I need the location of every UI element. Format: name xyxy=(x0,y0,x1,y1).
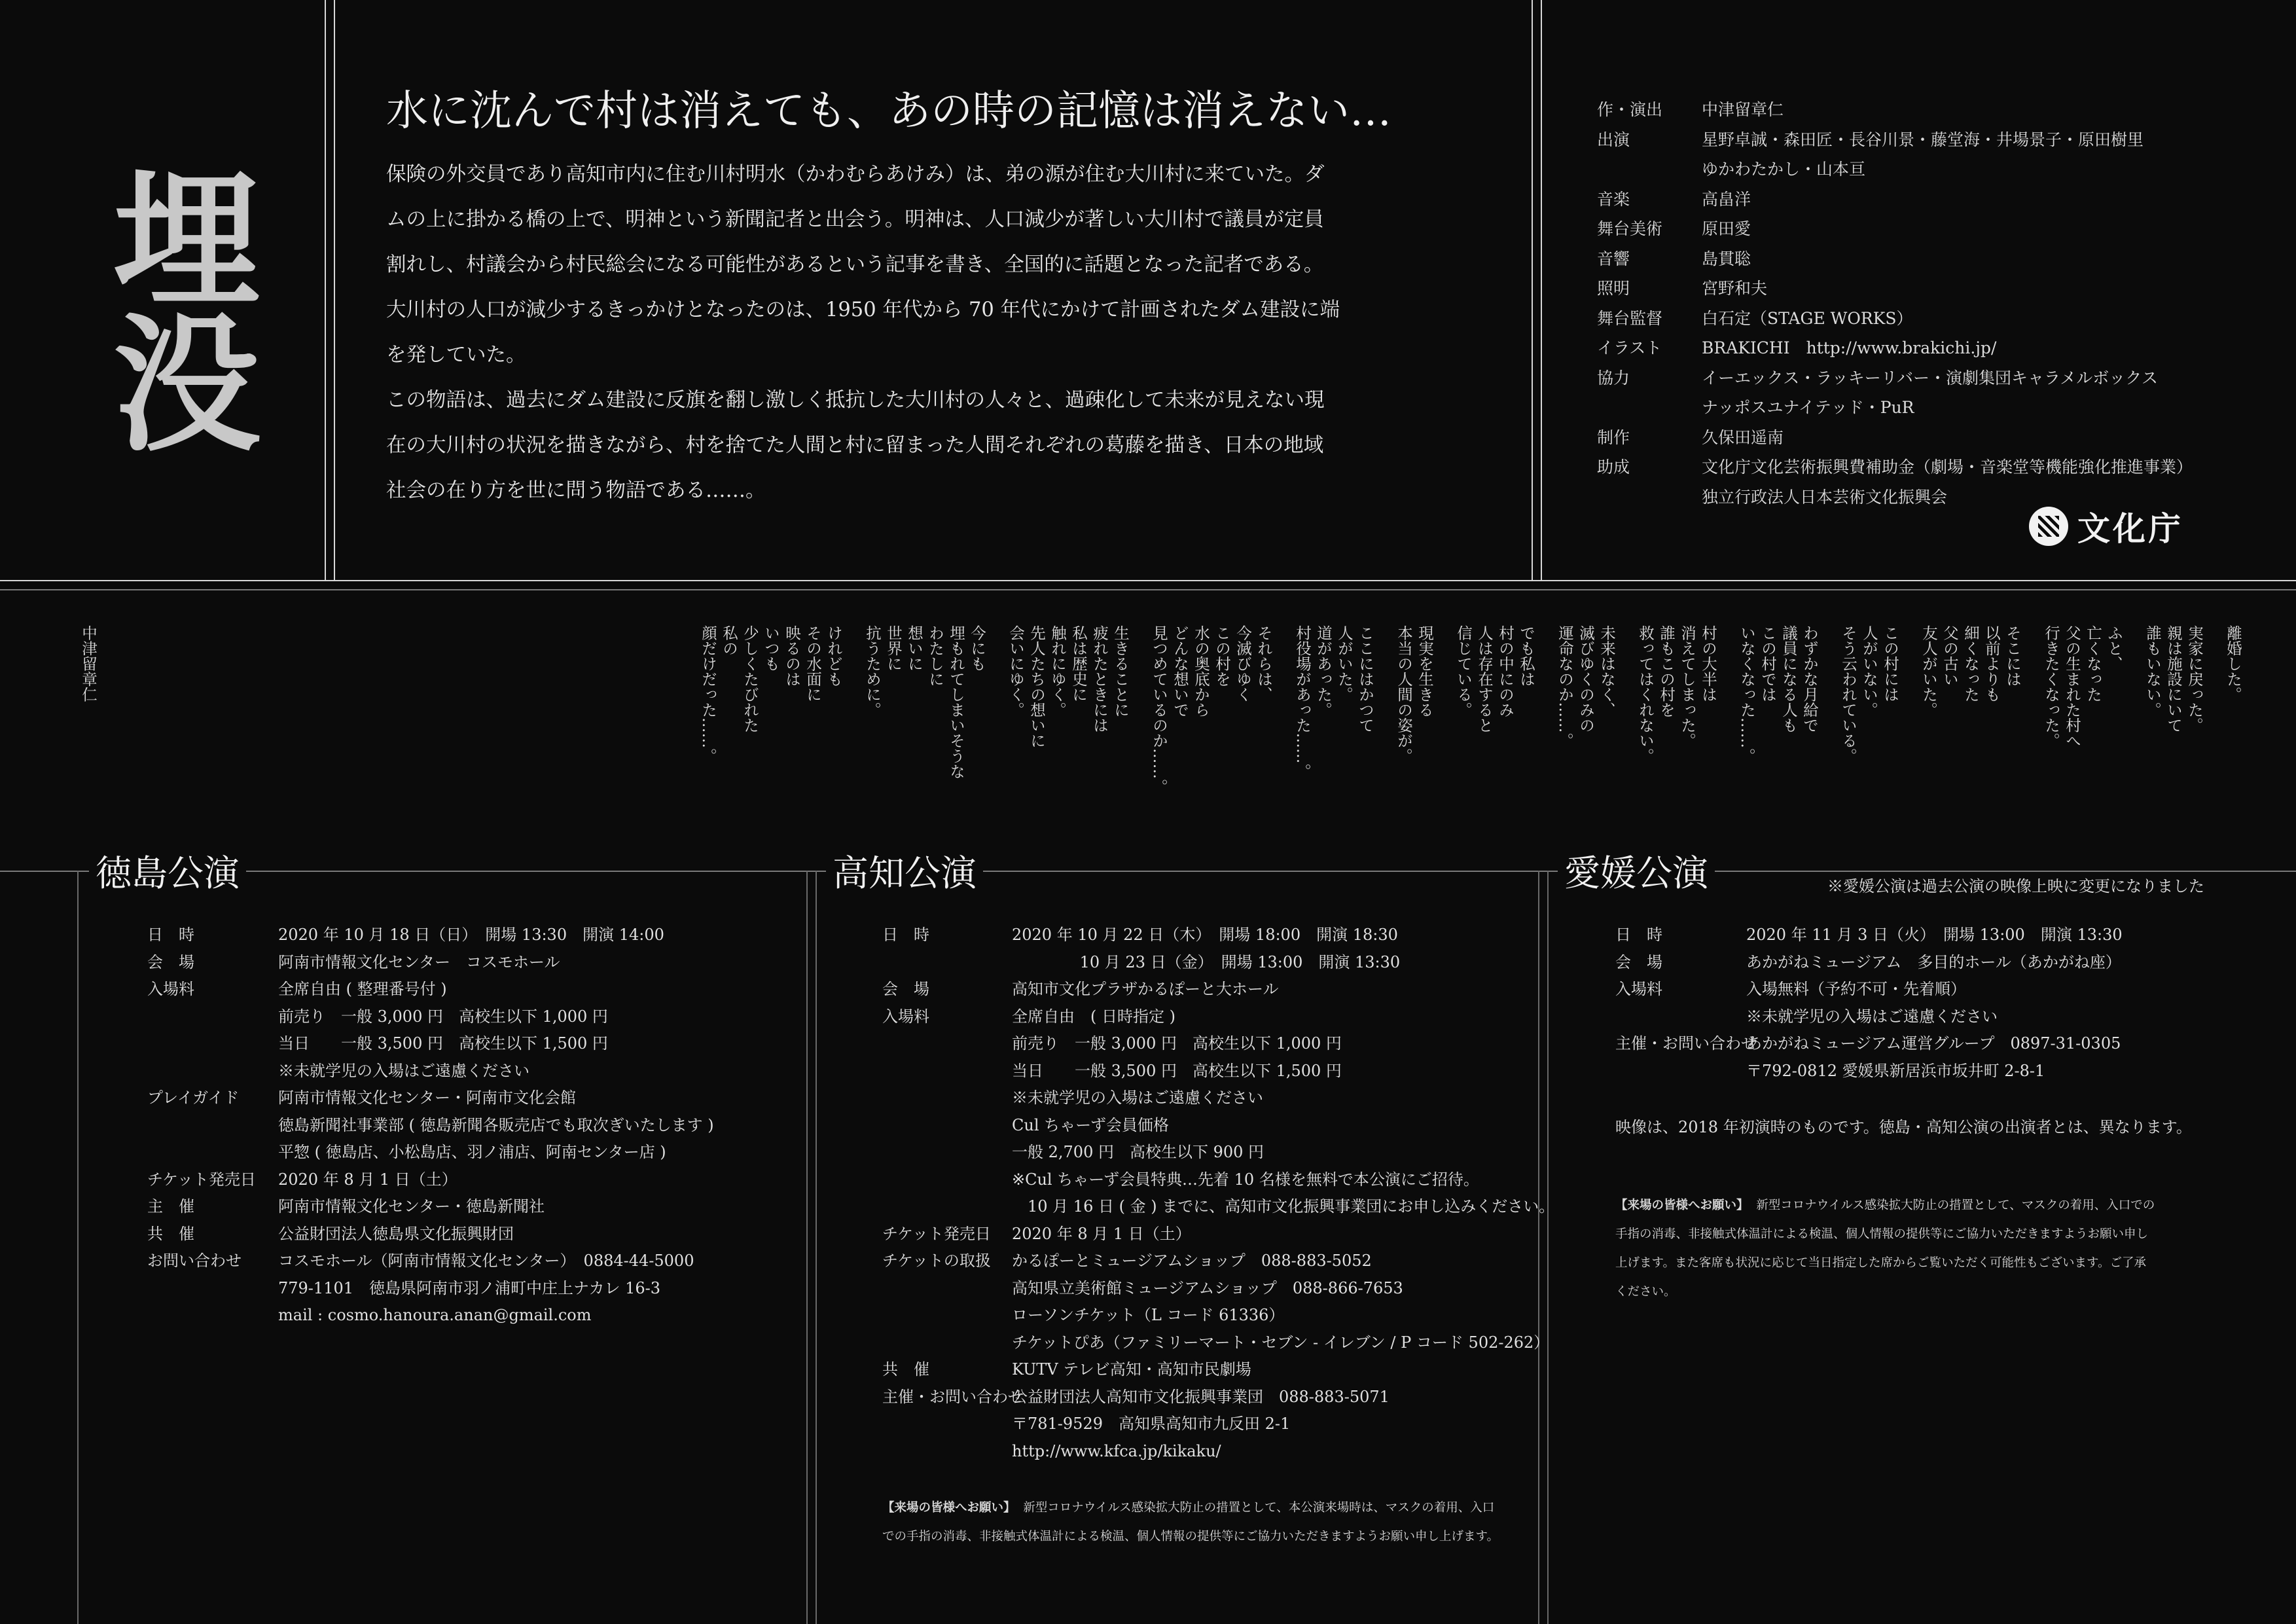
credit-row xyxy=(1597,333,2193,363)
credit-name: 島貫聡 xyxy=(1702,249,1751,268)
poem-line: その水面に xyxy=(804,625,822,702)
divider xyxy=(806,871,808,1624)
credit-name: 原田愛 xyxy=(1702,219,1751,238)
credit-names xyxy=(1702,274,1767,304)
credit-name: ナッポスユナイテッド・PuR xyxy=(1702,398,1914,417)
credit-row xyxy=(1597,125,2193,185)
poem-line: この村を xyxy=(1213,625,1231,687)
poem-line: 村の中にのみ xyxy=(1496,625,1515,717)
info-value-line: http://www.kfca.jp/kikaku/ xyxy=(1012,1441,1221,1460)
poem-line: この村には xyxy=(1881,625,1899,702)
credit-name: 文化庁文化芸術振興費補助金（劇場・音楽堂等機能強化推進事業） xyxy=(1702,458,2193,477)
poem-line: 運命なのか……。 xyxy=(1556,625,1574,748)
info-label: チケット発売日 xyxy=(147,1170,256,1189)
info-value-line: あかがねミュージアム運営グループ 0897-31-0305 xyxy=(1746,1034,2121,1053)
divider xyxy=(334,0,335,580)
poem-line: 行きたくなった。 xyxy=(2042,625,2060,748)
info-value xyxy=(1012,922,1400,976)
info-value-line: 2020 年 10 月 22 日（木） 開場 18:00 開演 18:30 xyxy=(1012,926,1398,944)
info-label: お問い合わせ xyxy=(147,1252,242,1270)
credit-role: 舞台美術 xyxy=(1597,219,1663,238)
poem-line: 議員になる人も xyxy=(1780,625,1798,733)
notice-label: 【来場の皆様へお願い】 xyxy=(882,1501,1016,1515)
poem xyxy=(680,625,2244,802)
notice-kochi xyxy=(882,1494,1499,1551)
poem-line: ふと、 xyxy=(2105,625,2123,672)
info-label: 主催・お問い合わせ xyxy=(882,1387,1024,1406)
info-value-line: ローソンチケット（L コード 61336） xyxy=(1012,1306,1285,1324)
info-row xyxy=(882,1221,1554,1248)
info-value-line: ※未就学児の入場はご遠慮ください xyxy=(1746,1007,1998,1026)
synopsis-line: この物語は、過去にダム建設に反旗を翻し激しく抵抗した大川村の人々と、過疎化して未来が見えない現 xyxy=(386,389,1325,412)
poem-line: 誰もいない。 xyxy=(2144,625,2162,717)
credit-names xyxy=(1702,333,1996,363)
poem-stanza xyxy=(1838,625,1901,802)
info-value-line: 徳島新聞社事業部 ( 徳島新聞各販売店でも取次ぎいたします ) xyxy=(278,1115,714,1134)
info-row xyxy=(882,976,1554,1003)
credit-names xyxy=(1702,95,1784,125)
credit-name: ゆかわたかし・山本亘 xyxy=(1702,160,1866,179)
info-label: 会 場 xyxy=(147,952,194,971)
poem-stanza xyxy=(1736,625,1820,802)
poem-stanza xyxy=(1149,625,1274,802)
poem-line: 救ってはくれない。 xyxy=(1636,625,1655,764)
venue-info-kochi xyxy=(882,922,1554,1465)
venue-info-tokushima xyxy=(147,922,714,1329)
poem-line: 父の古い xyxy=(1941,625,1959,687)
synopsis-line: 保険の外交員であり高知市内に住む川村明水（かわむらあけみ）は、弟の源が住む大川村に来ていた。ダ xyxy=(386,163,1325,186)
info-row xyxy=(882,922,1554,976)
credit-role: 出演 xyxy=(1597,130,1630,149)
info-value-line: 平惣 ( 徳島店、小松島店、羽ノ浦店、阿南センター店 ) xyxy=(278,1143,666,1161)
info-label: 日 時 xyxy=(882,926,929,944)
poem-line: けれども xyxy=(825,625,843,687)
divider xyxy=(77,871,79,1624)
credit-name: 宮野和夫 xyxy=(1702,279,1768,298)
info-value-line: 10 月 23 日（金） 開場 13:00 開演 13:30 xyxy=(1012,952,1401,971)
info-label: チケット発売日 xyxy=(882,1224,991,1243)
info-value xyxy=(1012,1003,1554,1221)
info-value-line: 〒781-9529 高知県高知市九反田 2-1 xyxy=(1012,1415,1291,1433)
info-value-line: 全席自由 ( 日時指定 ) xyxy=(1012,1007,1175,1026)
poem-line: いなくなった……。 xyxy=(1738,625,1756,764)
synopsis-line: 大川村の人口が減少するきっかけとなったのは、1950 年代から 70 年代にかけて計画されたダム建設に端 xyxy=(386,298,1340,321)
credit-row xyxy=(1597,185,2193,215)
credit-names xyxy=(1702,304,1912,334)
info-value xyxy=(278,1221,514,1248)
info-value xyxy=(1746,949,2121,977)
poem-line: 想いに xyxy=(905,625,924,672)
poem-line: 実家に戻った。 xyxy=(2185,625,2204,733)
poem-line: 会いにゆく。 xyxy=(1007,625,1025,717)
info-row xyxy=(882,1003,1554,1221)
poem-line: わたしに xyxy=(926,625,944,687)
info-value xyxy=(278,976,608,1085)
poem-line: 少しくたびれた xyxy=(741,625,759,733)
notice-line: 新型コロナウイルス感染拡大防止の措置として、本公演来場時は、マスクの着用、入口 xyxy=(1023,1501,1495,1515)
credit-role: 舞台監督 xyxy=(1597,308,1663,328)
info-value-line: かるぽーとミュージアムショップ 088-883-5052 xyxy=(1012,1252,1372,1270)
synopsis-line: 割れし、村議会から村民総会になる可能性があるという記事を書き、全国的に話題となった記者である。 xyxy=(386,253,1324,276)
credit-role: 助成 xyxy=(1597,458,1630,477)
poem-stanza xyxy=(2223,625,2244,802)
poem-line: いつも xyxy=(762,625,780,672)
poem-stanza xyxy=(1005,625,1131,802)
credit-name: BRAKICHI http://www.brakichi.jp/ xyxy=(1702,338,1997,357)
info-label: 入場料 xyxy=(147,980,194,998)
bunka-logo xyxy=(2029,503,2183,550)
info-value xyxy=(278,1248,694,1329)
info-row xyxy=(147,1248,714,1329)
synopsis-line: 在の大川村の状況を描きながら、村を捨てた人間と村に留まった人間それぞれの葛藤を描き、日本の地域 xyxy=(386,434,1324,457)
poem-line: でも私は xyxy=(1517,625,1535,687)
credit-row xyxy=(1597,214,2193,244)
poem-stanza xyxy=(862,625,988,802)
info-value xyxy=(1746,1030,2121,1085)
info-value-line: 前売り 一般 3,000 円 高校生以下 1,000 円 xyxy=(278,1007,608,1026)
poem-stanza xyxy=(1635,625,1719,802)
venue-title-kochi: 高知公演 xyxy=(826,844,983,896)
credit-role: 作・演出 xyxy=(1597,100,1663,119)
poem-line: 顔だけだった……。 xyxy=(699,625,717,764)
credit-role: 協力 xyxy=(1597,368,1630,388)
poem-line: 映るのは xyxy=(783,625,801,687)
poem-line: 生きることに xyxy=(1111,625,1130,717)
info-value xyxy=(1012,1248,1549,1356)
info-value-line: 〒792-0812 愛媛県新居浜市坂井町 2-8-1 xyxy=(1746,1061,2045,1080)
poem-line: 友人がいた。 xyxy=(1920,625,1938,717)
poem-line: 父の生まれた村へ xyxy=(2063,625,2081,748)
credit-role: 照明 xyxy=(1597,279,1630,298)
credit-role: 音響 xyxy=(1597,249,1630,268)
info-value-line: 一般 2,700 円 高校生以下 900 円 xyxy=(1012,1143,1265,1161)
info-value-line: 阿南市情報文化センター コスモホール xyxy=(278,952,560,971)
poem-line: 村役場があった……。 xyxy=(1293,625,1312,779)
poem-stanza xyxy=(698,625,844,802)
synopsis-line: ムの上に掛かる橋の上で、明神という新聞記者と出会う。明神は、人口減少が著しい大川村で議員が定員 xyxy=(386,208,1324,231)
catchphrase: 水に沈んで村は消えても、あの時の記憶は消えない… xyxy=(386,87,1391,135)
info-label: 主催・お問い合わせ xyxy=(1615,1034,1757,1053)
credit-names xyxy=(1702,363,2158,423)
info-value-line: 2020 年 11 月 3 日（火） 開場 13:00 開演 13:30 xyxy=(1746,926,2123,944)
credit-name: 星野卓誠・森田匠・長谷川景・藤堂海・井場景子・原田樹里 xyxy=(1702,130,2144,149)
poem-line: そう云われている。 xyxy=(1839,625,1857,764)
info-value xyxy=(278,1166,457,1194)
poem-line: 亡くなった xyxy=(2084,625,2102,702)
credit-role: 制作 xyxy=(1597,427,1630,447)
divider xyxy=(0,589,2296,590)
poem-line: 疲れたときには xyxy=(1090,625,1109,733)
poem-line: 今滅びゆく xyxy=(1234,625,1252,702)
credit-name: 白石定（STAGE WORKS） xyxy=(1702,308,1913,328)
notice-line: ください。 xyxy=(1615,1285,1676,1299)
divider xyxy=(0,871,2296,872)
info-value-line: 入場無料（予約不可・先着順） xyxy=(1746,980,1966,998)
poem-line: 水の奥底から xyxy=(1192,625,1210,717)
info-value-line: 2020 年 8 月 1 日（土） xyxy=(278,1170,457,1189)
venue-title-ehime: 愛媛公演 xyxy=(1558,844,1715,896)
info-value xyxy=(1012,1221,1191,1248)
poem-line: そこには xyxy=(2003,625,2022,687)
info-row xyxy=(147,976,714,1085)
poem-line: 親は施設にいて xyxy=(2164,625,2183,733)
info-value-line: コスモホール（阿南市情報文化センター） 0884-44-5000 xyxy=(278,1252,694,1270)
info-row xyxy=(882,1356,1554,1384)
info-value-line: 公益財団法人高知市文化振興事業団 088-883-5071 xyxy=(1012,1387,1390,1406)
info-value xyxy=(278,1193,545,1221)
credit-name: 高畠洋 xyxy=(1702,189,1751,209)
info-value xyxy=(1012,976,1279,1003)
notice-line: 新型コロナウイルス感染拡大防止の措置として、マスクの着用、入口での xyxy=(1756,1199,2155,1212)
poem-stanza xyxy=(1292,625,1376,802)
poem-stanza xyxy=(1453,625,1537,802)
info-value-line: 阿南市情報文化センター・阿南市文化会館 xyxy=(278,1089,577,1107)
poem-line: 人は存在すると xyxy=(1475,625,1494,733)
poem-line: それらは、 xyxy=(1255,625,1273,702)
credit-names xyxy=(1702,423,1784,453)
poem-line: 先人たちの想いに xyxy=(1028,625,1046,748)
info-value-line: 779-1101 徳島県阿南市羽ノ浦町中庄上ナカレ 16-3 xyxy=(278,1278,661,1297)
poem-line: 私は歴史に xyxy=(1069,625,1088,702)
poem-line: どんな想いで xyxy=(1171,625,1189,717)
info-value-line: チケットぴあ（ファミリーマート・セブン - イレブン / P コード 502-262） xyxy=(1012,1333,1550,1352)
notice-ehime xyxy=(1615,1191,2237,1307)
poem-stanza xyxy=(2041,625,2125,802)
synopsis-line: 社会の在り方を世に問う物語である……。 xyxy=(386,479,766,502)
notice-line: 手指の消毒、非接触式体温計による検温、個人情報の提供等にご協力いただきますようお願い申し xyxy=(1615,1227,2149,1241)
info-value xyxy=(278,922,664,949)
info-row xyxy=(147,922,714,949)
info-row xyxy=(147,949,714,977)
credit-names xyxy=(1702,125,2144,185)
poem-line: 本当の人間の姿が。 xyxy=(1395,625,1413,764)
info-value-line: 2020 年 8 月 1 日（土） xyxy=(1012,1224,1191,1243)
poem-line: 道があった。 xyxy=(1314,625,1333,717)
venue-info-ehime xyxy=(1615,922,2123,1085)
poem-line: わずかな月給で xyxy=(1801,625,1819,733)
poem-line: 離婚した。 xyxy=(2224,625,2242,702)
credit-name: イーエックス・ラッキーリバー・演劇集団キャラメルボックス xyxy=(1702,368,2159,388)
info-row xyxy=(147,1166,714,1194)
bunka-logo-text: 文化庁 xyxy=(2077,509,2183,548)
poem-line: この村では xyxy=(1759,625,1777,702)
poem-line: 細くなった xyxy=(1962,625,1980,702)
poem-line: 村の大半は xyxy=(1699,625,1717,702)
credit-row xyxy=(1597,423,2193,453)
info-value-line: 10 月 16 日 ( 金 ) までに、高知市文化振興事業団にお申し込みください。 xyxy=(1012,1197,1555,1216)
ehime-change-note: ※愛媛公演は過去公演の映像上映に変更になりました xyxy=(1827,877,2204,895)
credit-names xyxy=(1702,185,1751,215)
credit-row xyxy=(1597,304,2193,334)
notice-line: 上げます。また客席も状況に応じて当日指定した席からご覧いただく可能性もございます。ご了承 xyxy=(1615,1256,2147,1270)
poem-line: ここにはかつて xyxy=(1356,625,1374,733)
poem-line: 信じている。 xyxy=(1454,625,1473,717)
info-row xyxy=(1615,1030,2123,1085)
info-value-line: mail : cosmo.hanoura.anan@gmail.com xyxy=(278,1306,592,1324)
poem-line: 埋もれてしまいそうな xyxy=(947,625,965,779)
credit-names xyxy=(1702,214,1751,244)
info-row xyxy=(147,1221,714,1248)
info-value-line: 全席自由 ( 整理番号付 ) xyxy=(278,980,447,998)
info-value-line: 高知市文化プラザかるぽーと大ホール xyxy=(1012,980,1279,998)
poem-line: 私の xyxy=(720,625,738,656)
credit-name: 久保田遥南 xyxy=(1702,427,1784,447)
divider xyxy=(1532,0,1533,580)
credit-names xyxy=(1702,244,1751,274)
title-char-1: 埋 xyxy=(113,156,260,328)
info-row xyxy=(147,1193,714,1221)
info-label: 会 場 xyxy=(882,980,929,998)
poem-line: 見つめているのか……。 xyxy=(1150,625,1168,795)
info-row xyxy=(1615,976,2123,1030)
info-value-line: 2020 年 10 月 18 日（日） 開場 13:30 開演 14:00 xyxy=(278,926,664,944)
credit-row xyxy=(1597,274,2193,304)
info-row xyxy=(1615,922,2123,949)
notice-line: での手指の消毒、非接触式体温計による検温、個人情報の提供等にご協力いただきますようお願い申し上げます。 xyxy=(882,1530,1499,1543)
poem-line: 触れにゆく。 xyxy=(1049,625,1067,717)
info-value xyxy=(1746,922,2123,949)
info-value xyxy=(278,949,560,977)
info-value-line: あかがねミュージアム 多目的ホール（あかがね座） xyxy=(1746,952,2121,971)
info-row xyxy=(147,1085,714,1166)
poem-line: 世界に xyxy=(884,625,903,672)
poem-line: 人がいない。 xyxy=(1860,625,1878,717)
info-label: 入場料 xyxy=(1615,980,1662,998)
poem-line: 抗うために。 xyxy=(863,625,882,717)
poem-author: 中津留章仁 xyxy=(79,625,98,702)
info-label: 会 場 xyxy=(1615,952,1662,971)
poem-line: 現実を生きる xyxy=(1416,625,1434,717)
poem-stanza xyxy=(2142,625,2205,802)
info-row xyxy=(1615,949,2123,977)
divider xyxy=(325,0,326,580)
info-value-line: 高知県立美術館ミュージアムショップ 088-866-7653 xyxy=(1012,1278,1403,1297)
info-label: 日 時 xyxy=(147,926,194,944)
poem-line: 消えてしまった。 xyxy=(1678,625,1696,748)
info-label: 主 催 xyxy=(147,1197,194,1216)
divider xyxy=(816,871,817,1624)
info-value xyxy=(1012,1384,1390,1466)
info-row xyxy=(882,1384,1554,1466)
poem-line: 以前よりも xyxy=(1982,625,2001,702)
poem-stanza xyxy=(1918,625,2023,802)
info-value-line: ※未就学児の入場はご遠慮ください xyxy=(1012,1089,1263,1107)
venue-title-tokushima: 徳島公演 xyxy=(89,844,246,896)
info-value xyxy=(1012,1356,1251,1384)
info-value-line: ※Cul ちゃーず会員特典…先着 10 名様を無料で本公演にご招待。 xyxy=(1012,1170,1479,1189)
credit-role: イラスト xyxy=(1597,338,1662,357)
info-value-line: Cul ちゃーず会員価格 xyxy=(1012,1115,1169,1134)
credit-name: 独立行政法人日本芸術文化振興会 xyxy=(1702,487,1948,507)
poem-line: 人がいた。 xyxy=(1335,625,1354,702)
ehime-video-note: 映像は、2018 年初演時のものです。徳島・高知公演の出演者とは、異なります。 xyxy=(1615,1118,2192,1136)
divider xyxy=(0,580,2296,581)
bunka-mark-icon xyxy=(2029,507,2068,546)
info-value-line: KUTV テレビ高知・高知市民劇場 xyxy=(1012,1360,1251,1379)
info-value-line: 前売り 一般 3,000 円 高校生以下 1,000 円 xyxy=(1012,1034,1342,1053)
info-value-line: 当日 一般 3,500 円 高校生以下 1,500 円 xyxy=(1012,1061,1342,1080)
credit-row xyxy=(1597,95,2193,125)
info-label: 入場料 xyxy=(882,1007,929,1026)
notice-label: 【来場の皆様へお願い】 xyxy=(1615,1199,1749,1212)
info-label: 日 時 xyxy=(1615,926,1662,944)
poem-stanza xyxy=(1393,625,1435,802)
credit-name: 中津留章仁 xyxy=(1702,100,1784,119)
info-label: 共 催 xyxy=(147,1224,194,1243)
synopsis xyxy=(386,152,1486,513)
credit-row xyxy=(1597,244,2193,274)
synopsis-line: を発していた。 xyxy=(386,344,526,367)
divider xyxy=(1541,0,1542,580)
title-char-2: 没 xyxy=(113,300,260,472)
poem-line: 誰もこの村を xyxy=(1657,625,1676,717)
info-label: チケットの取扱 xyxy=(882,1252,991,1270)
info-value-line: ※未就学児の入場はご遠慮ください xyxy=(278,1061,529,1080)
credit-role: 音楽 xyxy=(1597,189,1630,209)
poem-line: 今にも xyxy=(968,625,986,672)
poem-line: 滅びゆくのみの xyxy=(1577,625,1595,733)
info-value-line: 阿南市情報文化センター・徳島新聞社 xyxy=(278,1197,545,1216)
credits xyxy=(1597,95,2193,512)
info-label: プレイガイド xyxy=(147,1089,240,1107)
info-value xyxy=(278,1085,714,1166)
info-value xyxy=(1746,976,1998,1030)
info-value-line: 当日 一般 3,500 円 高校生以下 1,500 円 xyxy=(278,1034,608,1053)
info-value-line: 公益財団法人徳島県文化振興財団 xyxy=(278,1224,514,1243)
info-row xyxy=(882,1248,1554,1356)
info-label: 共 催 xyxy=(882,1360,929,1379)
credit-row xyxy=(1597,363,2193,423)
poem-line: 未来はなく、 xyxy=(1598,625,1616,717)
poem-stanza xyxy=(1554,625,1617,802)
